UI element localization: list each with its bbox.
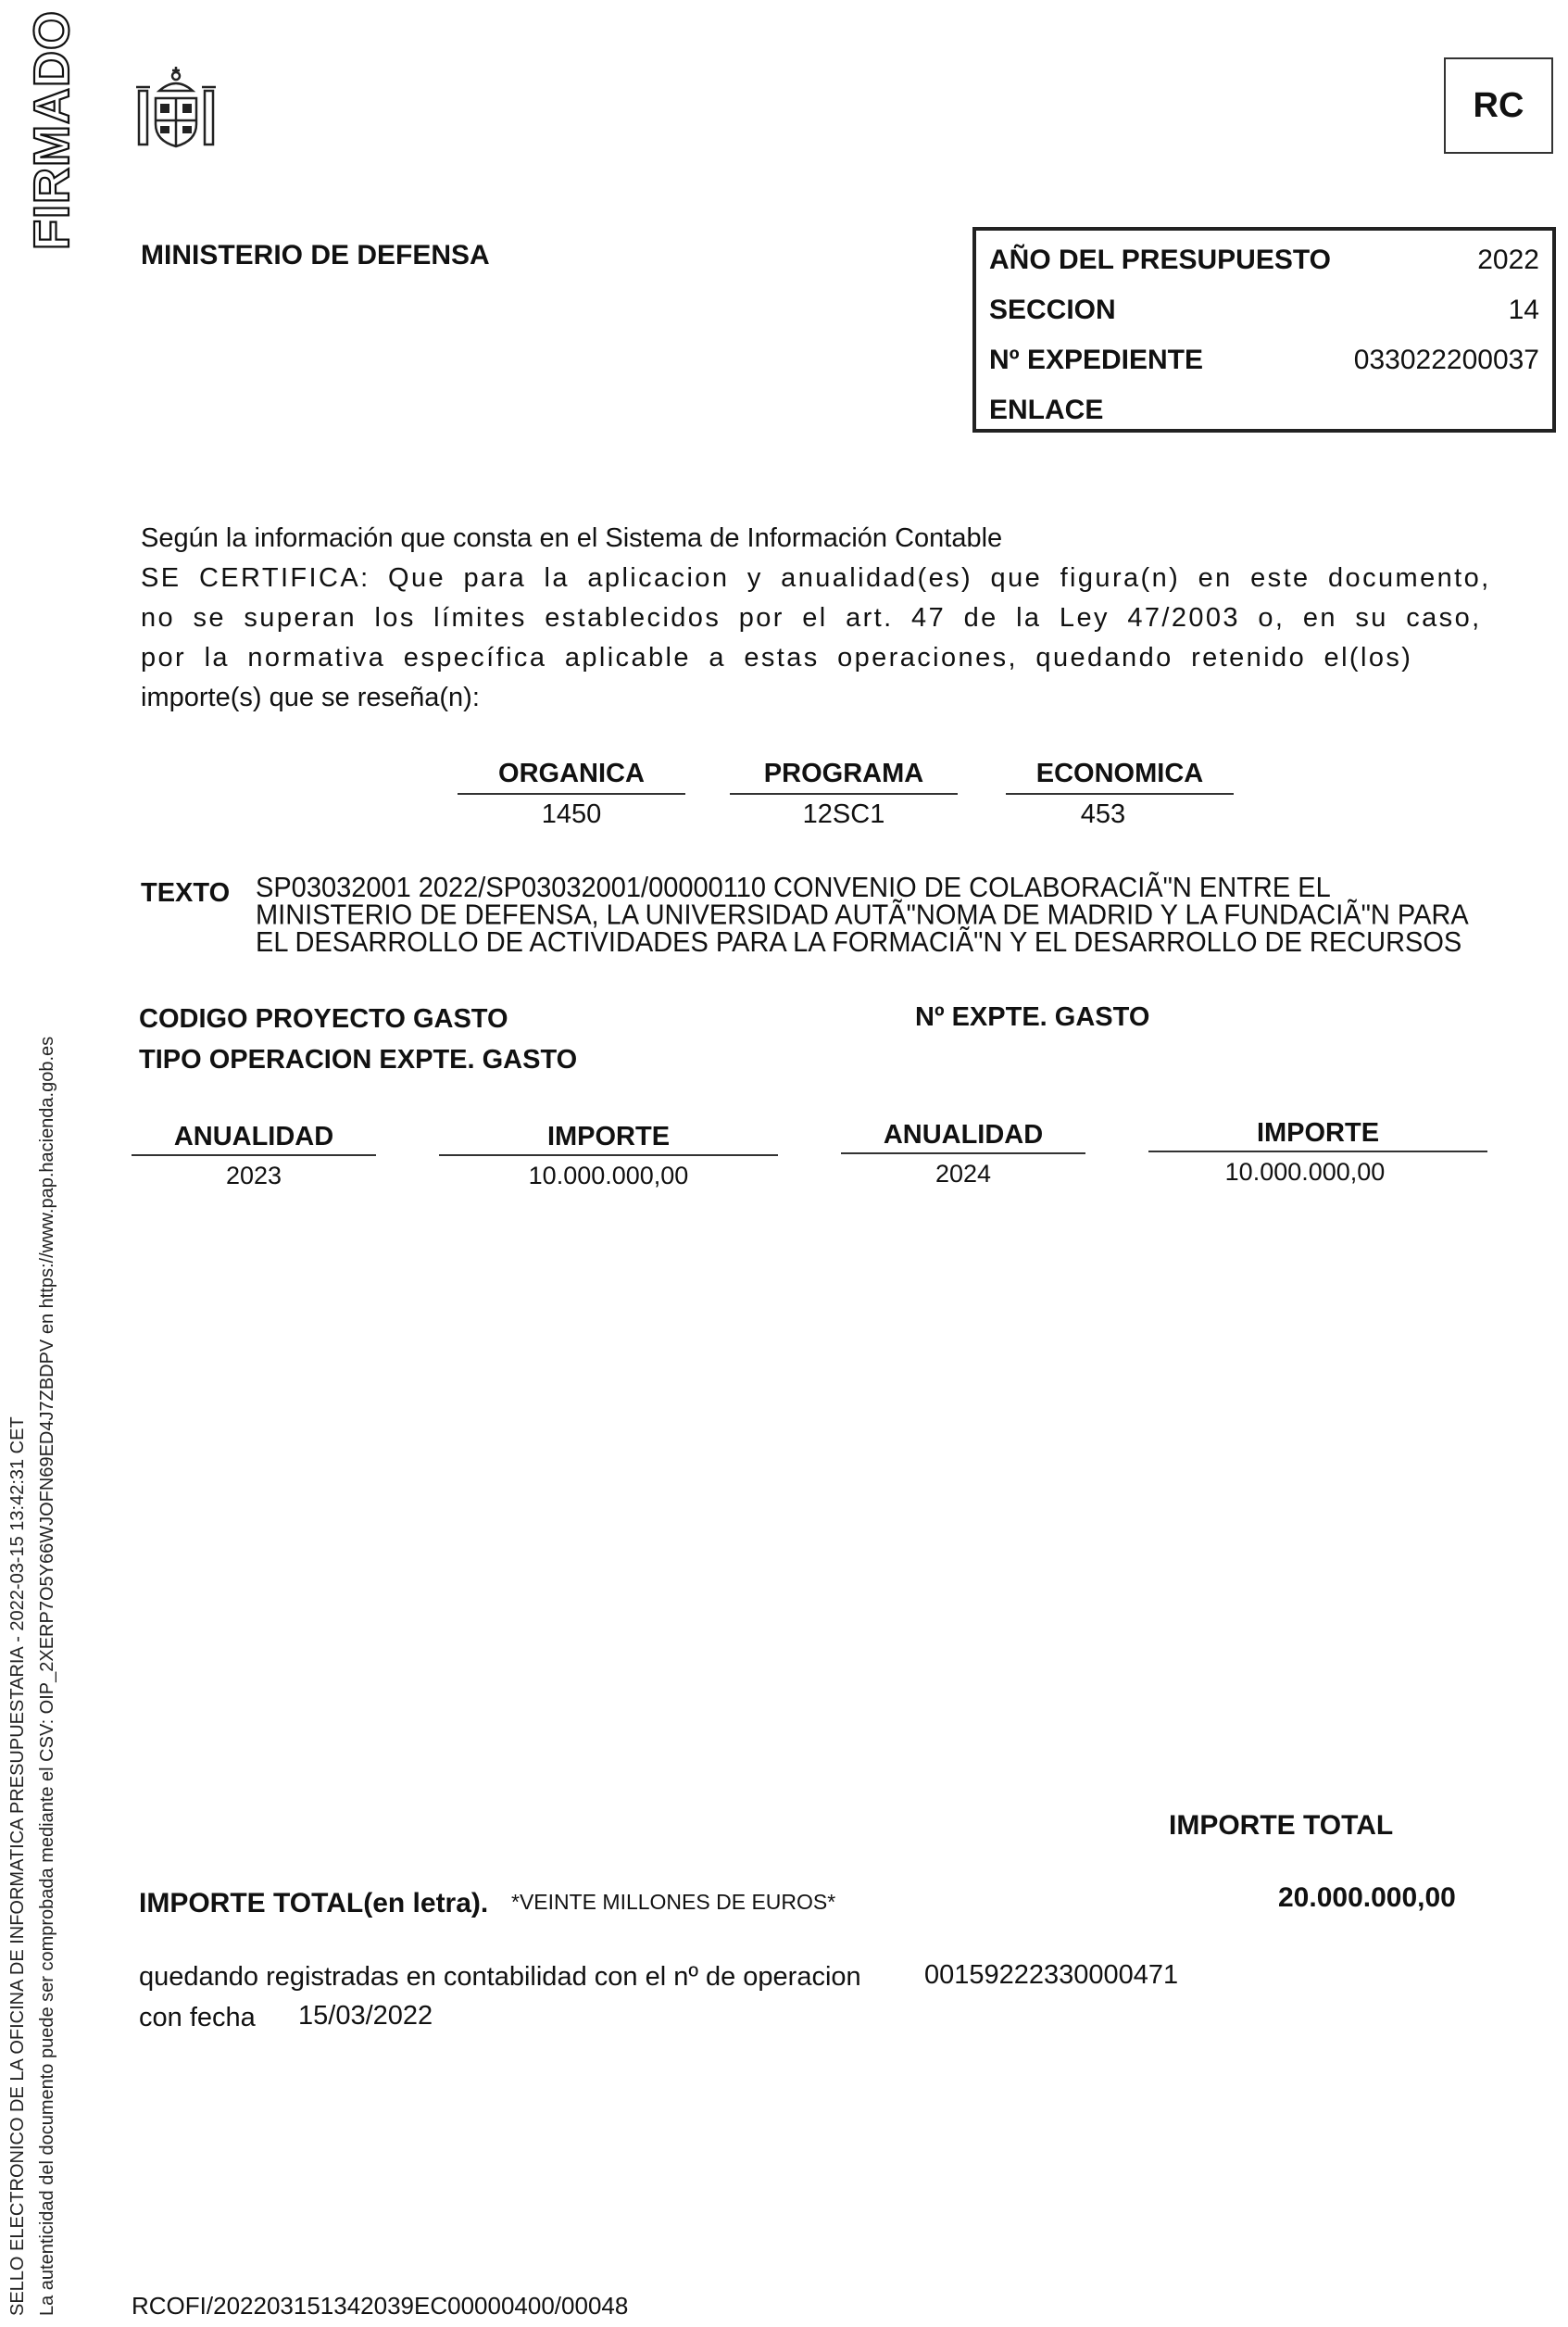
- importe-header: IMPORTE: [439, 1121, 778, 1156]
- programa-value: 12SC1: [802, 799, 885, 829]
- importe-header: IMPORTE: [1148, 1117, 1487, 1152]
- expediente-value: 033022200037: [1353, 345, 1539, 375]
- date-label: con fecha: [139, 2003, 256, 2032]
- organica-value: 1450: [541, 799, 602, 829]
- tipo-operacion-label: TIPO OPERACION EXPTE. GASTO: [139, 1045, 578, 1075]
- certification-line: Según la información que consta en el Sistema de Información Contable: [141, 523, 1003, 553]
- economica-header: ECONOMICA: [1006, 758, 1234, 795]
- texto-line: EL DESARROLLO DE ACTIVIDADES PARA LA FORMACIÃ"N Y EL DESARROLLO DE RECURSOS: [256, 926, 1462, 959]
- certification-line: por la normativa específica aplicable a estas operaciones, quedando retenido el(los): [141, 643, 1413, 673]
- budget-row-enlace: [989, 392, 1539, 429]
- ministry-name: MINISTERIO DE DEFENSA: [141, 240, 490, 270]
- budget-year-label: AÑO DEL PRESUPUESTO: [989, 245, 1331, 275]
- codigo-proyecto-label: CODIGO PROYECTO GASTO: [139, 1004, 508, 1034]
- n-expte-gasto-label: Nº EXPTE. GASTO: [915, 1002, 1150, 1032]
- importe-total-letra-value: *VEINTE MILLONES DE EUROS*: [511, 1890, 836, 1914]
- section-value: 14: [1508, 295, 1539, 325]
- importe-total-value: 20.000.000,00: [1278, 1882, 1456, 1913]
- anualidad-header: ANUALIDAD: [841, 1119, 1085, 1154]
- anualidad-value: 2023: [225, 1162, 282, 1189]
- budget-row-year: [989, 242, 1539, 279]
- footer-reference: RCOFI/202203151342039EC00000400/00048: [132, 2292, 629, 2320]
- organica-header: ORGANICA: [458, 758, 685, 795]
- programa-header: PROGRAMA: [730, 758, 958, 795]
- registration-date: 15/03/2022: [298, 2001, 433, 2031]
- budget-row-section: [989, 292, 1539, 329]
- certification-line: importe(s) que se reseña(n):: [141, 683, 480, 712]
- doc-type-box: [1444, 57, 1553, 154]
- certification-line: no se superan los límites establecidos por el art. 47 de la Ley 47/2003 o, en su caso,: [141, 603, 1482, 633]
- anualidad-value: 2024: [935, 1160, 992, 1188]
- csv-line: La autenticidad del documento puede ser comprobada mediante el CSV: OIP_2XERP7O5Y66WJOFN69ED4J7ZBDPV en https://www.pap.hacienda.gob.es: [37, 1036, 57, 2316]
- importe-value: 10.000.000,00: [1224, 1158, 1386, 1186]
- budget-row-expediente: [989, 342, 1539, 379]
- enlace-label: ENLACE: [989, 395, 1104, 425]
- importe-total-letra-label: IMPORTE TOTAL(en letra).: [139, 1888, 489, 1918]
- importe-total-label: IMPORTE TOTAL: [1169, 1810, 1394, 1841]
- expediente-label: Nº EXPEDIENTE: [989, 345, 1204, 375]
- texto-label: TEXTO: [141, 878, 231, 908]
- budget-info-box: [972, 227, 1556, 433]
- certification-line: SE CERTIFICA: Que para la aplicacion y anualidad(es) que figura(n) en este documento,: [141, 563, 1491, 593]
- texto-body: [256, 872, 1552, 959]
- section-label: SECCION: [989, 295, 1116, 325]
- importe-value: 10.000.000,00: [528, 1162, 689, 1189]
- coat-of-arms-icon: [130, 63, 222, 156]
- economica-value: 453: [1080, 799, 1126, 829]
- operation-number: 00159222330000471: [924, 1960, 1179, 1990]
- doc-type-label: RC: [1473, 85, 1524, 125]
- certification-paragraph: [141, 519, 1567, 718]
- texto-line: MINISTERIO DE DEFENSA, LA UNIVERSIDAD AUTÃ"NOMA DE MADRID Y LA FUNDACIÃ"N PARA: [256, 899, 1469, 931]
- firmado-stamp: FIRMADO: [24, 10, 80, 250]
- texto-line: SP03032001 2022/SP03032001/00000110 CONVENIO DE COLABORACIÃ"N ENTRE EL: [256, 872, 1331, 904]
- registration-text: quedando registradas en contabilidad con el nº de operacion: [139, 1962, 861, 1992]
- budget-year-value: 2022: [1477, 245, 1539, 275]
- anualidad-header: ANUALIDAD: [132, 1121, 376, 1156]
- seal-line: SELLO ELECTRONICO DE LA OFICINA DE INFORMATICA PRESUPUESTARIA - 2022-03-15 13:42:31 CET: [7, 1416, 28, 2316]
